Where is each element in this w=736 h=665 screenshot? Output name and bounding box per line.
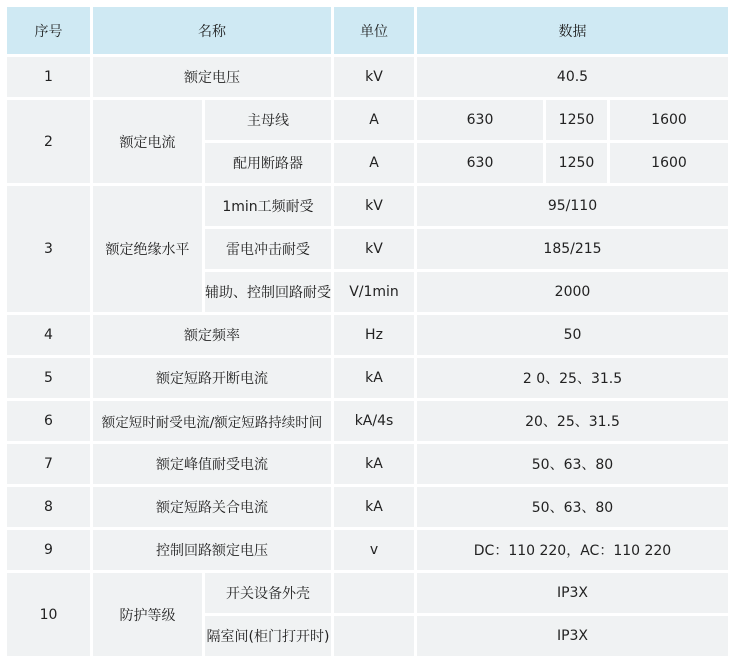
row-value: 50 xyxy=(417,315,728,355)
row-unit: kV xyxy=(334,57,414,97)
row-name: 额定电流 xyxy=(93,100,202,183)
table-row xyxy=(7,57,728,97)
row-unit: kV xyxy=(334,186,414,226)
row-name: 额定电压 xyxy=(93,57,331,97)
row-no: 5 xyxy=(7,358,90,398)
row-value: 40.5 xyxy=(417,57,728,97)
table-row xyxy=(7,530,728,570)
row-unit: kA xyxy=(334,358,414,398)
row-sub-label: 1min工频耐受 xyxy=(205,186,331,226)
row-value: 1250 xyxy=(546,143,607,183)
row-value: 1600 xyxy=(610,100,728,140)
row-unit: v xyxy=(334,530,414,570)
row-value: IP3X xyxy=(417,573,728,613)
spec-table xyxy=(4,4,731,659)
row-value: 630 xyxy=(417,143,543,183)
row-name: 额定短路关合电流 xyxy=(93,487,331,527)
row-name: 额定短路开断电流 xyxy=(93,358,331,398)
row-sub-label: 主母线 xyxy=(205,100,331,140)
table-row xyxy=(7,573,728,613)
row-name: 额定频率 xyxy=(93,315,331,355)
row-unit xyxy=(334,616,414,656)
row-name: 防护等级 xyxy=(93,573,202,656)
row-value: 630 xyxy=(417,100,543,140)
row-sub-label: 开关设备外壳 xyxy=(205,573,331,613)
row-sub-label: 隔室间(柜门打开时) xyxy=(205,616,331,656)
table-row xyxy=(7,100,728,140)
row-no: 1 xyxy=(7,57,90,97)
table-row xyxy=(7,315,728,355)
row-no: 7 xyxy=(7,444,90,484)
header-unit: 单位 xyxy=(334,7,414,54)
row-value: 20、25、31.5 xyxy=(417,401,728,441)
row-no: 2 xyxy=(7,100,90,183)
row-unit: kA xyxy=(334,444,414,484)
row-unit xyxy=(334,573,414,613)
row-value: 95/110 xyxy=(417,186,728,226)
row-value: IP3X xyxy=(417,616,728,656)
row-name: 额定峰值耐受电流 xyxy=(93,444,331,484)
row-value: 50、63、80 xyxy=(417,444,728,484)
table-row xyxy=(7,186,728,226)
row-value: 1250 xyxy=(546,100,607,140)
row-sub-label: 辅助、控制回路耐受 xyxy=(205,272,331,312)
row-name: 控制回路额定电压 xyxy=(93,530,331,570)
row-sub-label: 配用断路器 xyxy=(205,143,331,183)
row-no: 6 xyxy=(7,401,90,441)
row-unit: kV xyxy=(334,229,414,269)
header-name: 名称 xyxy=(93,7,331,54)
row-value: 50、63、80 xyxy=(417,487,728,527)
row-no: 3 xyxy=(7,186,90,312)
header-row xyxy=(7,7,728,54)
row-name: 额定绝缘水平 xyxy=(93,186,202,312)
row-unit: kA/4s xyxy=(334,401,414,441)
row-no: 8 xyxy=(7,487,90,527)
table-row xyxy=(7,444,728,484)
table-row xyxy=(7,487,728,527)
header-no: 序号 xyxy=(7,7,90,54)
table-row xyxy=(7,358,728,398)
row-value: 1600 xyxy=(610,143,728,183)
row-unit: A xyxy=(334,143,414,183)
row-value: 2000 xyxy=(417,272,728,312)
header-data: 数据 xyxy=(417,7,728,54)
table-row xyxy=(7,401,728,441)
row-unit: V/1min xyxy=(334,272,414,312)
row-name: 额定短时耐受电流/额定短路持续时间 xyxy=(93,401,331,441)
row-unit: Hz xyxy=(334,315,414,355)
row-unit: kA xyxy=(334,487,414,527)
row-no: 9 xyxy=(7,530,90,570)
row-unit: A xyxy=(334,100,414,140)
row-no: 4 xyxy=(7,315,90,355)
row-value: DC：110 220，AC：110 220 xyxy=(417,530,728,570)
row-value: 2 0、25、31.5 xyxy=(417,358,728,398)
row-no: 10 xyxy=(7,573,90,656)
row-value: 185/215 xyxy=(417,229,728,269)
row-sub-label: 雷电冲击耐受 xyxy=(205,229,331,269)
